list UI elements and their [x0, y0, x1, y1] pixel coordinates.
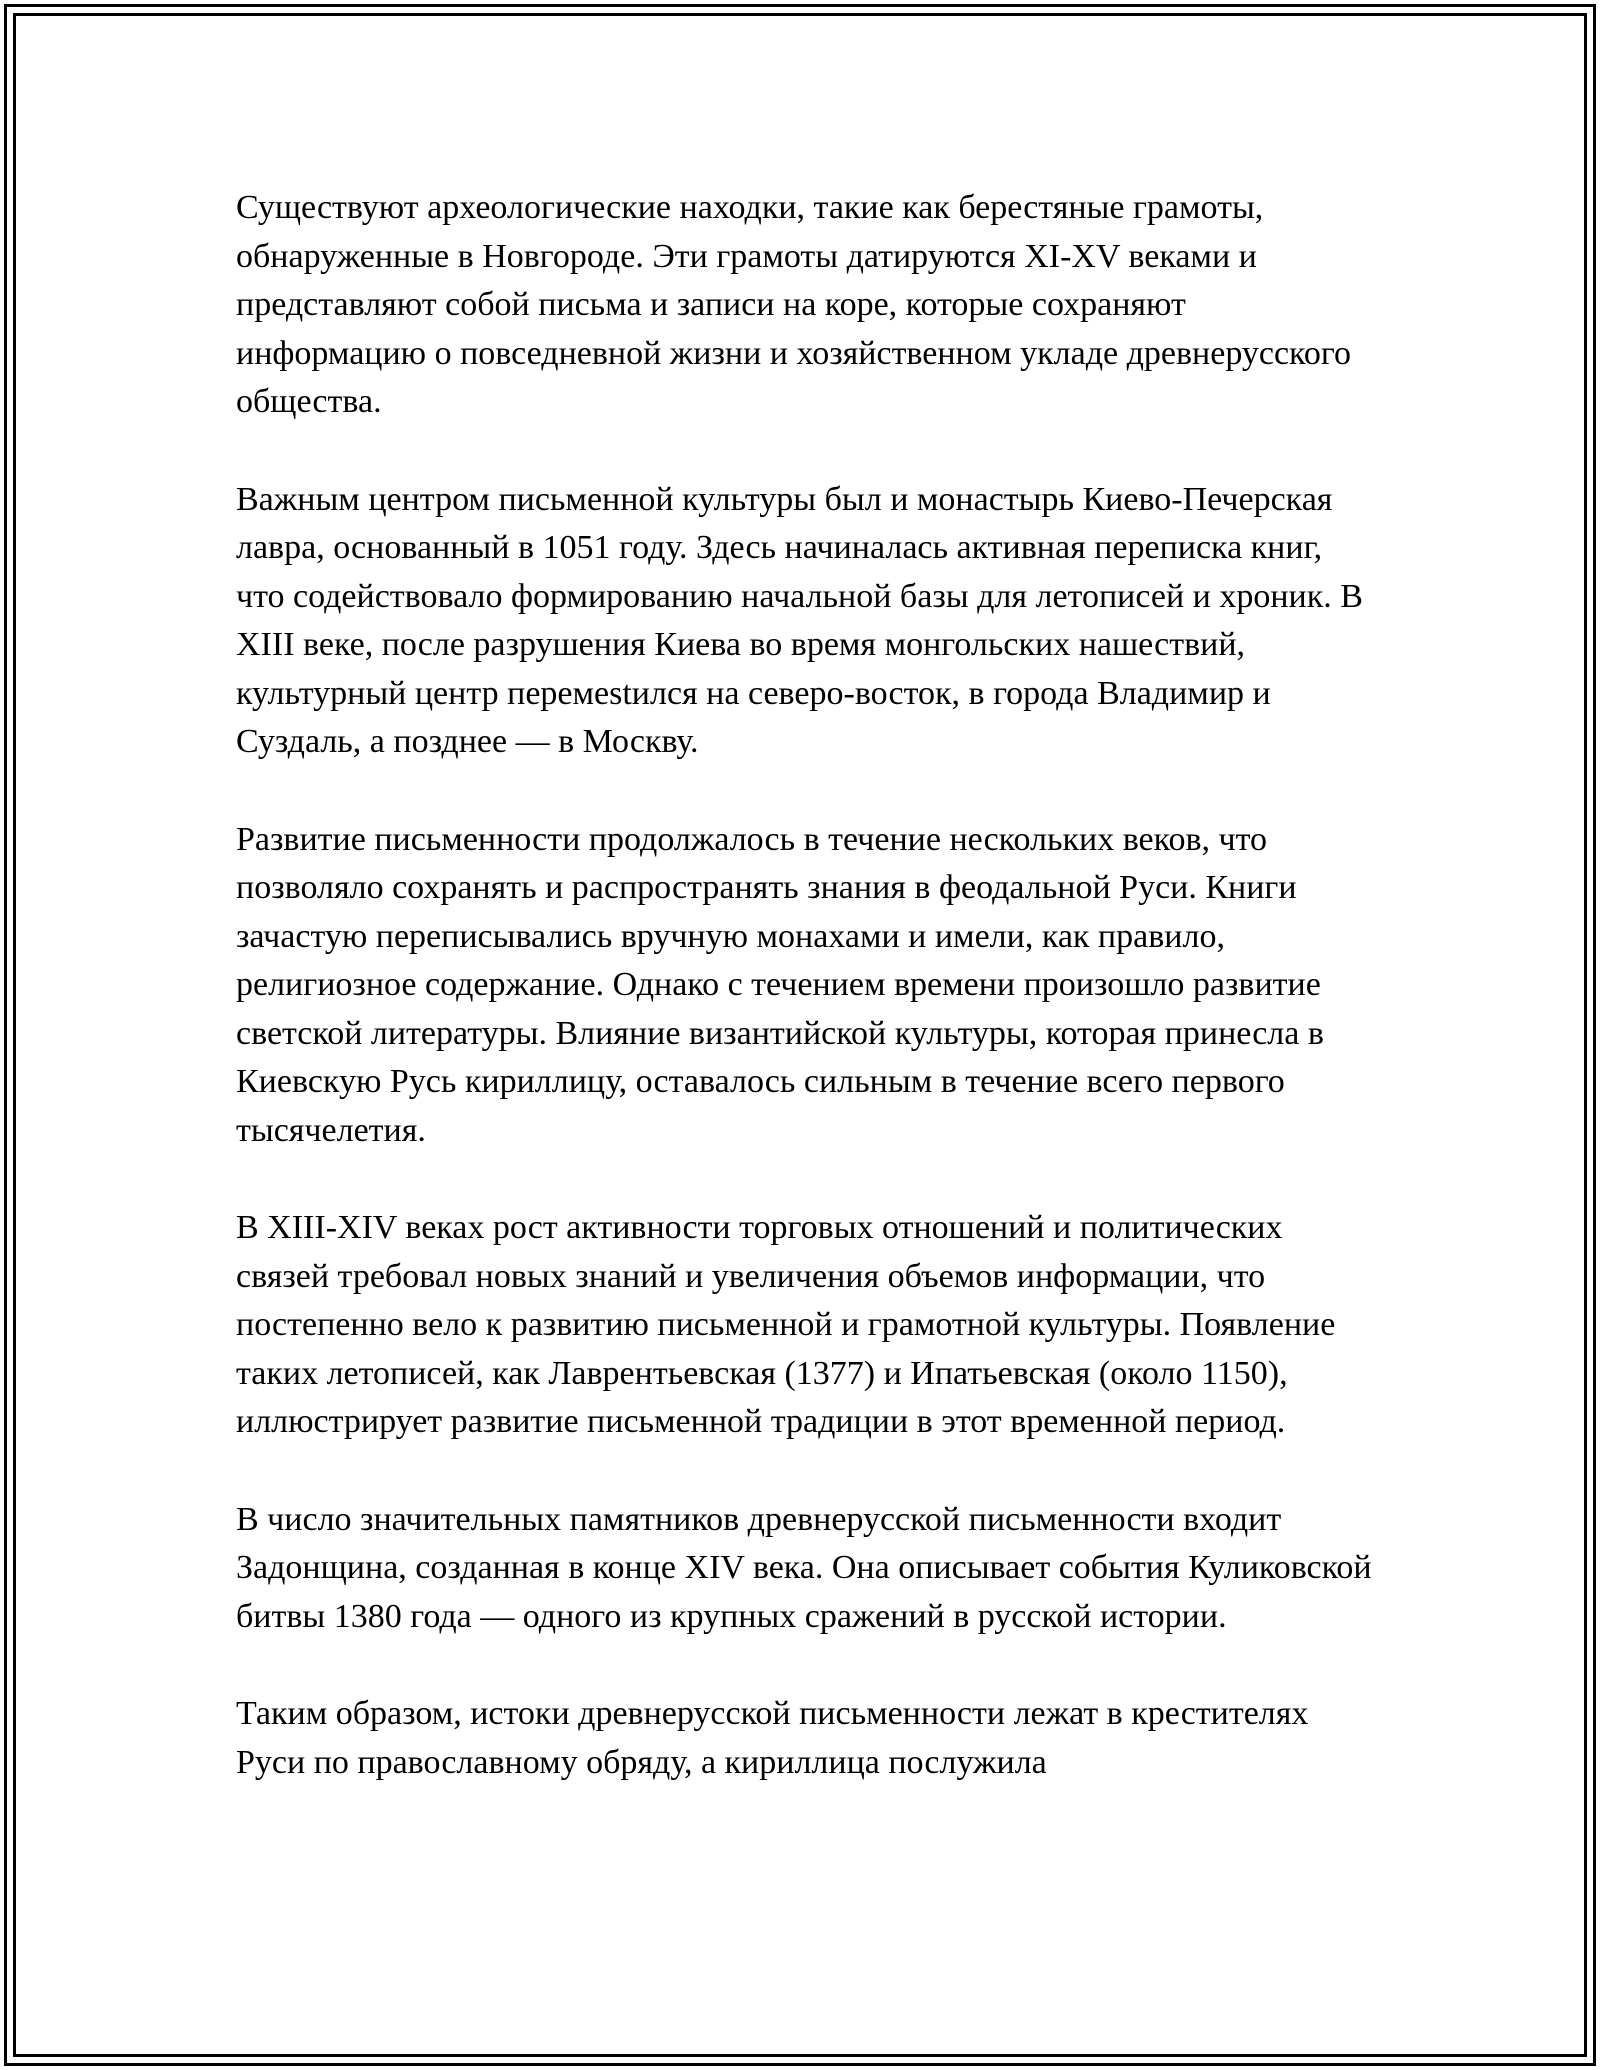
document-body — [236, 184, 1376, 1787]
paragraph-xiii-xiv-centuries: В XIII-XIV веках рост активности торговых отношений и политических связей требовал новых знаний и увеличения объемов информации, что постепенно вело к развитию письменной и грамотной культуры. Появление таких летописей, как Лаврентьевская (1377) и Ипатьевская (около 1150), иллюстрирует развитие письменной традиции в этот временной период. — [236, 1209, 1336, 1440]
paragraph-kiev-pechersk-lavra: Важным центром письменной культуры был и монастырь Киево-Печерская лавра, основанный в 1051 году. Здесь начиналась активная переписка книг, что содействовало формированию начальной базы для летописей и хроник. В XIII веке, после разрушения Киева во время монгольских нашествий, культурный центр перемеstился на северо-восток, в города Владимир и Суздаль, а позднее — в Москву. — [236, 480, 1363, 760]
paragraph-development-of-writing: Развитие письменности продолжалось в течение нескольких веков, что позволяло сохранять и распространять знания в феодальной Руси. Книги зачастую переписывались вручную монахами и имели, как правило, религиозное содержание. Однако с течением времени произошло развитие светской литературы. Влияние византийской культуры, которая принесла в Киевскую Русь кириллицу, оставалось сильным в течение всего первого тысячелетия. — [236, 820, 1324, 1149]
paragraph-zadonshchina: В число значительных памятников древнерусской письменности входит Задонщина, созданная в конце XIV века. Она описывает события Куликовской битвы 1380 года — одного из крупных сражений в русской истории. — [236, 1500, 1372, 1635]
paragraph-birch-bark-letters: Существуют археологические находки, такие как берестяные грамоты, обнаруженные в Новгороде. Эти грамоты датируются XI-XV веками и представляют собой письма и записи на коре, которые сохраняют информацию о повседневной жизни и хозяйственном укладе древнерусского общества. — [236, 189, 1351, 420]
paragraph-conclusion: Таким образом, истоки древнерусской письменности лежат в крестителях Руси по православному обряду, а кириллица послужила — [236, 1695, 1309, 1781]
